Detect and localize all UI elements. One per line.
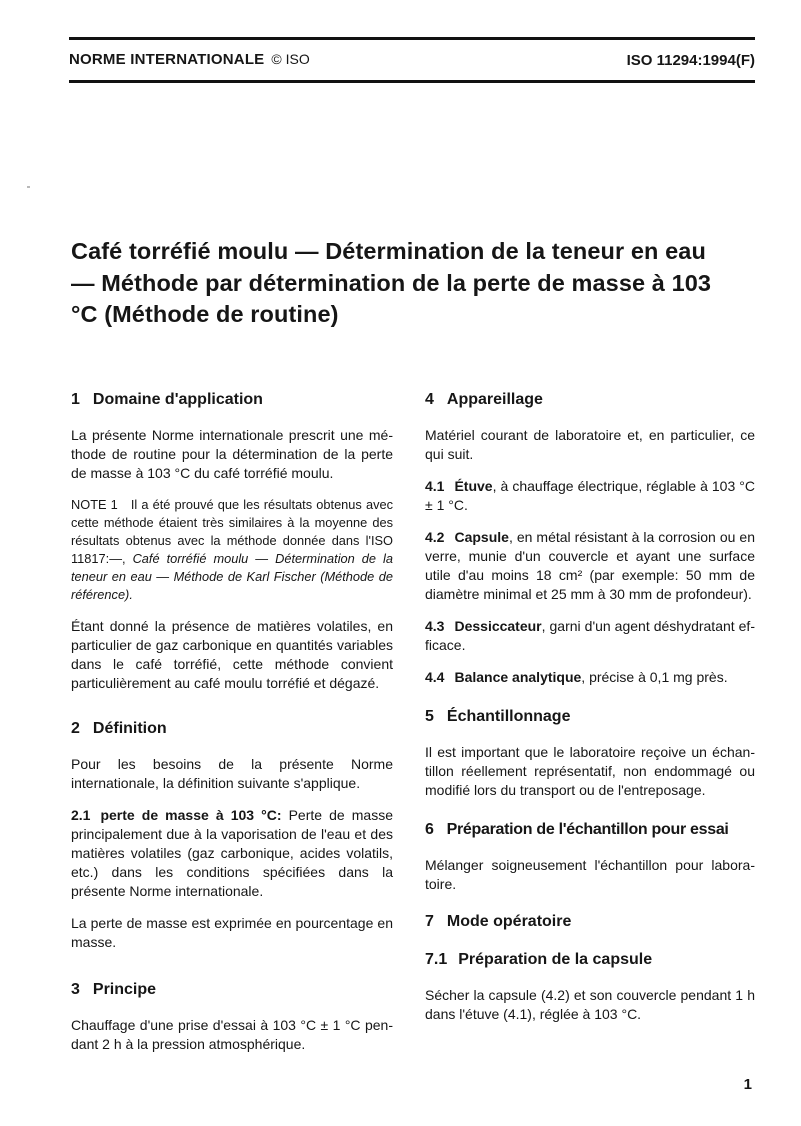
content-columns xyxy=(71,390,755,1054)
section-title: Échantillonnage xyxy=(446,708,571,725)
paragraph: Chauffage d'une prise d'essai à 103 °C ± 1 °C pendant 2 h à la pression atmosphérique. xyxy=(71,1017,393,1052)
note-paragraph xyxy=(71,496,393,604)
item-text: , garni d'un agent déshydratant efficace. xyxy=(425,618,755,653)
item-term: Capsule xyxy=(454,529,509,545)
paragraph: Mélanger soigneusement l'échantillon pour laboratoire. xyxy=(425,857,755,892)
section-number: 7 xyxy=(425,913,434,930)
header-copyright: © ISO xyxy=(271,51,310,67)
item-term: Étuve xyxy=(454,478,493,494)
definition-term: perte de masse à 103 °C: xyxy=(100,807,282,823)
definition-number: 2.1 xyxy=(71,807,91,823)
item-term: Balance analytique xyxy=(454,669,582,685)
section-number: 4 xyxy=(425,391,434,408)
definition-item xyxy=(71,806,393,901)
item-number: 4.2 xyxy=(425,529,445,545)
apparatus-item xyxy=(425,617,755,655)
section-title: Définition xyxy=(92,720,167,737)
section-number: 1 xyxy=(71,391,80,408)
paragraph: La présente Norme internationale prescrit une méthode de routine pour la détermination de la perte de masse à 103 °C du café torréfié moulu. xyxy=(71,427,393,481)
scan-speck xyxy=(27,186,30,188)
page-header xyxy=(69,37,755,83)
page-number: 1 xyxy=(743,1076,752,1093)
left-column xyxy=(71,390,393,1054)
apparatus-item xyxy=(425,668,755,687)
item-text: , en métal résistant à la corrosion ou en verre, munie d'un couvercle et ayant une surface utile d'au moins 18 cm² (par exemple: 50 mm de diamètre minimal et 25 mm à 30 mm de profondeur). xyxy=(425,529,755,602)
paragraph: Pour les besoins de la présente Norme internationale, la définition suivante s'applique. xyxy=(71,756,393,791)
item-text: , à chauffage électrique, réglable à 103 °C ± 1 °C. xyxy=(425,478,755,513)
note-reference-italic: Café torréfié moulu — Détermination de la teneur en eau — Méthode de Karl Fischer (Méthode de référence). xyxy=(71,551,393,602)
section-title: Domaine d'application xyxy=(92,391,263,408)
section-heading-5 xyxy=(425,707,755,727)
item-number: 4.1 xyxy=(425,478,445,494)
paragraph: Matériel courant de laboratoire et, en particulier, ce qui suit. xyxy=(425,427,755,462)
section-number: 2 xyxy=(71,720,80,737)
section-title: Mode opératoire xyxy=(446,913,572,930)
section-title: Appareillage xyxy=(446,391,543,408)
section-number: 6 xyxy=(425,821,434,838)
section-heading-6 xyxy=(425,820,755,840)
paragraph: Il est important que le laboratoire reçoive un échantillon réellement représentatif, non endommagé ou modifié lors du transport ou de l'entreposage. xyxy=(425,744,755,798)
note-text: Il a été prouvé que les résultats obtenus avec cette méthode étaient très similaires à la moyenne des résultats obtenus avec la méthode donnée dans l'ISO 11817:—, xyxy=(71,497,393,566)
document-title: Café torréfié moulu — Détermination de la teneur en eau — Méthode par détermination de la perte de masse à 103 °C (Méthode de routine) xyxy=(71,238,712,327)
right-column xyxy=(425,390,755,1054)
item-text: , précise à 0,1 mg près. xyxy=(581,669,728,685)
subsection-number: 7.1 xyxy=(425,951,448,968)
header-journal-title: NORME INTERNATIONALE xyxy=(69,51,265,68)
subsection-title: Préparation de la capsule xyxy=(458,951,653,968)
section-number: 5 xyxy=(425,708,434,725)
section-title: Préparation de l'échantillon pour essai xyxy=(446,821,729,838)
section-heading-7 xyxy=(425,912,755,932)
item-term: Dessiccateur xyxy=(454,618,542,634)
header-left xyxy=(69,51,310,69)
paragraph: La perte de masse est exprimée en pourcentage en masse. xyxy=(71,915,393,950)
section-heading-3 xyxy=(71,980,393,1000)
section-heading-2 xyxy=(71,719,393,739)
apparatus-item xyxy=(425,528,755,604)
paragraph: Sécher la capsule (4.2) et son couvercle pendant 1 h dans l'étuve (4.1), réglée à 103 °C. xyxy=(425,987,755,1022)
section-title: Principe xyxy=(92,981,157,998)
section-heading-4 xyxy=(425,390,755,410)
note-label: NOTE 1 xyxy=(71,497,118,512)
apparatus-item xyxy=(425,477,755,515)
header-doc-ref: ISO 11294:1994(F) xyxy=(626,51,755,69)
paragraph: Étant donné la présence de matières volatiles, en particulier de gaz carbonique en quantités variables dans le café torréfié, cette méthode convient particulièrement au café moulu torréfié et dégazé. xyxy=(71,618,393,691)
subsection-heading-7-1 xyxy=(425,950,755,970)
item-number: 4.3 xyxy=(425,618,445,634)
section-number: 3 xyxy=(71,981,80,998)
item-number: 4.4 xyxy=(425,669,445,685)
definition-text: Perte de masse principalement due à la vaporisation de l'eau et des matières volatiles (gaz carbonique, acides volatils, etc.) dans les conditions spécifiées dans la présente Norme internationale. xyxy=(71,807,393,899)
section-heading-1 xyxy=(71,390,393,410)
